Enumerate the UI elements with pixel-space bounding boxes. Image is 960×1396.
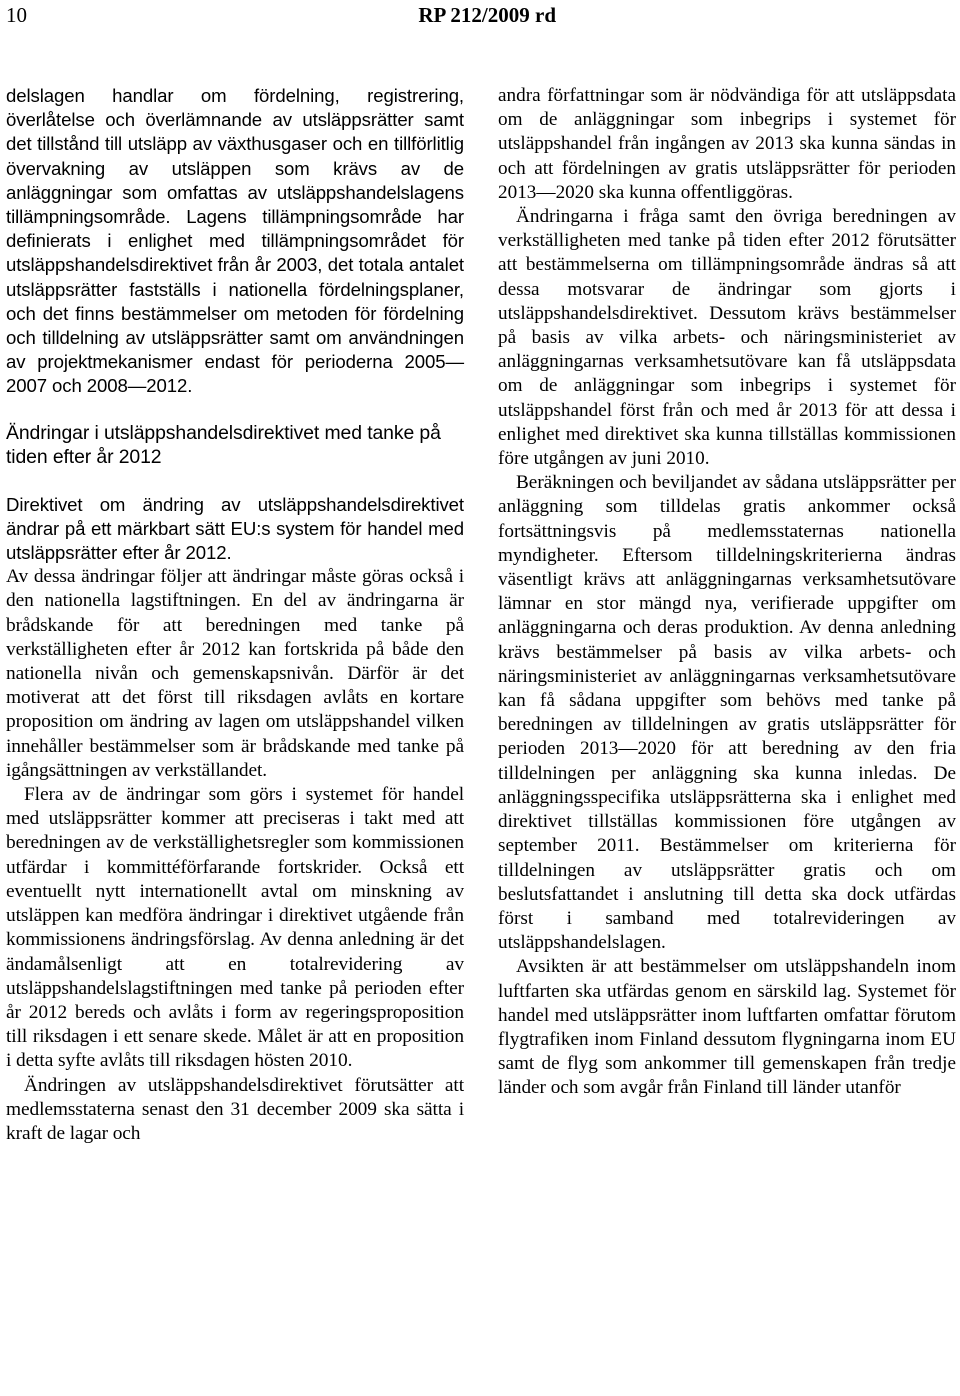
- right-column: [498, 84, 956, 1101]
- right-paragraph-1: andra författningar som är nödvändiga för att utsläppsdata om de anläggningar som inbegrips i systemet för utsläppshandel från ingången av 2013 ska kunna sändas in och att fördelningen av gratis utsläppsrätter för perioden 2013—2020 ska kunna offentliggöras.: [498, 85, 956, 203]
- left-paragraph-1: delslagen handlar om fördelning, registrering, överlåtelse och överlämnande av utsläppsrätter samt det tillstånd till utsläpp av växthusgaser och en tillförlitlig övervakning av utsläppen som krävs av de anläggningar som omfattas av utsläppshandelslagens tillämpningsområde. Lagens tillämpningsområde har definierats i enlighet med tillämpningsområdet för utsläppshandelsdirektivet från år 2003, det totala antalet utsläppsrätter fastställs i nationella fördelningsplaner, och det finns bestämmelser om metoden för fördelning och tilldelning av utsläppsrätter samt om användningen av projektmekanismer endast för perioderna 2005—2007 och 2008—2012.: [6, 85, 464, 397]
- page-number: 10: [6, 3, 27, 27]
- left-column: [6, 84, 464, 1146]
- document-id: RP 212/2009 rd: [418, 3, 556, 27]
- right-paragraph-4: Avsikten är att bestämmelser om utsläppshandeln inom luftfarten ska utfärdas genom en särskild lag. Systemet för handel med utsläppsrätter inom luftfarten omfattar förutom flygtrafiken inom Finland dessutom flygningarna inom EU samt de flyg som ankommer till gemenskapen från tredje länder och som avgår från Finland till länder utanför: [498, 956, 956, 1099]
- right-paragraph-3: Beräkningen och beviljandet av sådana utsläppsrätter per anläggning som tilldelas gratis ankommer också fortsättningsvis på medlemsstaternas nationella myndigheter. Eftersom tilldelningskriterierna ändras väsentligt krävs att anläggningarnas verksamhetsutövare lämnar en stor mängd nya, verifierade uppgifter om anläggningarna och deras produktion. Av denna anledning krävs bestämmelser på basis av vilka arbets- och näringsministeriet av anläggningarnas verksamhetsutövare kan få sådana uppgifter som behövs med tanke på beredningen av tilldelningen av gratis utsläppsrätter för perioden 2013—2020 för att beredning av den fria tilldelningen per anläggning ska kunna inledas. De anläggningsspecifika utsläppsrätterna ska i enlighet med direktivet tillställas kommissionen före utgången av september 2011. Bestämmelser om kriterierna för tilldelningen av utsläppsrätter gratis och om beslutsfattandet i anslutning till detta ska dock utfärdas först i samband med totalrevideringen av utsläppshandelslagen.: [498, 472, 956, 954]
- left-paragraph-2: Direktivet om ändring av utsläppshandelsdirektivet ändrar på ett märkbart sätt EU:s system för handel med utsläppsrätter efter år 2012.: [6, 493, 464, 564]
- left-paragraph-4: Flera av de ändringar som görs i systemet för handel med utsläppsrätter kommer att preciseras i takt med att beredningen av de verkställighetsregler som kommissionen utfärdar i kommittéförfarande fortskrider. Också ett eventuellt nytt internationellt avtal om minskning av utsläppen kan medföra ändringar i direktivet utgående från kommissionens ändringsförslag. Av denna anledning är det ändamålsenligt att en totalrevidering av utsläppshandelslagstiftningen med tanke på perioden efter år 2012 bereds och avlåts i form av regeringsproposition till riksdagen i ett senare skede. Målet är att en proposition i detta syfte avlåts till riksdagen hösten 2010.: [6, 784, 464, 1072]
- left-paragraph-3: Av dessa ändringar följer att ändringar måste göras också i den nationella lagstiftningen. En del av ändringarna är brådskande för att beredningen med tanke på verkställigheten efter år 2012 kan fortskrida på både den nationella nivån och gemenskapsnivån. Därför är det motiverat att det först till riksdagen avlåts en kortare proposition om ändring av lagen om utsläppshandel vilken innehåller bestämmelser som är brådskande med tanke på igångsättningen av verkställandet.: [6, 566, 464, 781]
- right-paragraph-2: Ändringarna i fråga samt den övriga beredningen av verkställigheten med tanke på tiden efter 2012 förutsätter att bestämmelserna om tillämpningsområde ändras så att dessa motsvarar de ändringar som gjorts i utsläppshandelsdirektivet. Dessutom krävs bestämmelser på basis av vilka arbets- och näringsministeriet av anläggningarnas verksamhetsutövare kan få utsläppsdata om de anläggningar som inbegrips i systemet för utsläppshandel först från och med år 2013 för att dessa i enlighet med direktivet ska kunna tillställas kommissionen före utgången av juni 2010.: [498, 206, 956, 470]
- page-header: [0, 0, 960, 36]
- section-heading: Ändringar i utsläppshandelsdirektivet med tanke på tiden efter år 2012: [6, 421, 441, 468]
- left-paragraph-5: Ändringen av utsläppshandelsdirektivet förutsätter att medlemsstaterna senast den 31 december 2009 ska sätta i kraft de lagar och: [6, 1074, 464, 1144]
